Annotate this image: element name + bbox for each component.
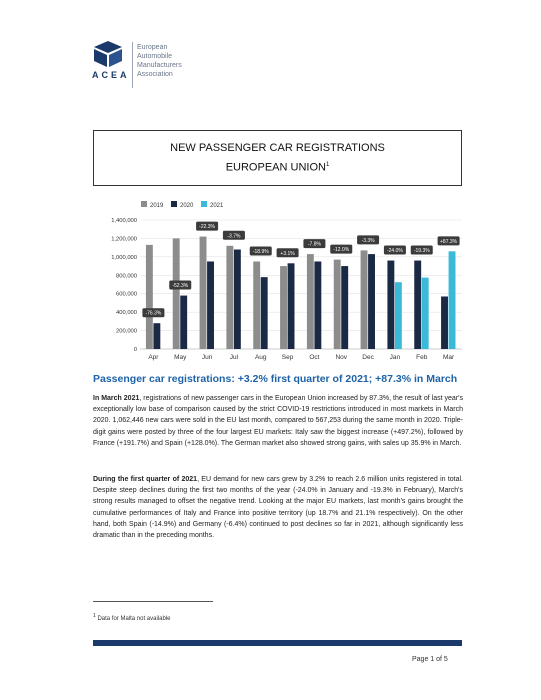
bar	[234, 249, 241, 349]
data-label: -52.3%	[172, 283, 189, 290]
paragraph-march-text: , registrations of new passenger cars in the European Union increased by 87.3%, the result of last year's exceptionally low base of comparison caused by the strict COVID-19 restrictions introduced in most markets in March 2020. 1,062,446 new cars were sold in the EU last month, compared to 567,253 during the same month in 2020. Triple-digit gains were posted by three of the four largest EU markets: Italy saw the biggest increase (+497.2%), followed by France (+191.7%) and Spain (+128.0%). The German market also showed strong gains, with sales up 35.9% in March.	[93, 395, 463, 447]
data-label: -19.3%	[413, 248, 430, 255]
paragraph-march	[93, 393, 463, 449]
y-tick-label: 1,200,000	[111, 236, 137, 243]
bar	[207, 261, 214, 349]
x-tick-label: Feb	[416, 354, 428, 361]
acea-cube-icon	[92, 40, 124, 68]
bar	[361, 250, 368, 349]
x-tick-label: May	[174, 354, 187, 361]
bar	[253, 261, 260, 349]
data-label: -7.8%	[307, 241, 321, 248]
y-tick-label: 600,000	[116, 291, 137, 298]
data-label: -3.3%	[361, 237, 375, 244]
footnote-marker: 1	[93, 613, 96, 619]
bar	[449, 251, 456, 349]
bar	[387, 261, 394, 349]
bar	[173, 238, 180, 349]
x-tick-label: Jun	[201, 354, 213, 361]
bar	[395, 282, 402, 349]
data-label: -76.3%	[145, 310, 162, 317]
y-tick-label: 800,000	[116, 273, 137, 280]
bar	[422, 278, 429, 349]
data-label: -24.0%	[386, 248, 403, 255]
bar	[280, 266, 287, 349]
x-tick-label: Jul	[229, 354, 239, 361]
bar	[314, 261, 321, 349]
paragraph-q1-text: , EU demand for new cars grew by 3.2% to reach 2.6 million units registered in total. Despite steep declines during the first two months of the year (-24.0% in January and -19.3% in February), March's strong results managed to offset the negative trend. Looking at the major EU markets, last month's gains brought the cumulative performances of Italy and France into positive territory (up 18.7% and 21.1% respectively). On the other hand, both Spain (-14.9%) and Germany (-6.4%) continued to post declines so far in 2021, although significantly less dramatic than in the preceding months.	[93, 476, 463, 540]
footnote-rule	[93, 601, 213, 602]
bar	[146, 245, 153, 349]
bar	[226, 246, 233, 349]
y-tick-label: 200,000	[116, 328, 137, 335]
footnote	[93, 613, 171, 622]
x-tick-label: Apr	[148, 354, 159, 361]
y-tick-label: 0	[133, 347, 137, 353]
legend-label: 2021	[210, 203, 224, 209]
footnote-text: Data for Malta not available	[97, 616, 171, 622]
data-label: -3.7%	[227, 233, 241, 240]
data-label: -22.3%	[199, 224, 216, 231]
title-line-2-text: EUROPEAN UNION	[225, 161, 326, 174]
footer-bar	[93, 640, 462, 646]
x-tick-label: Mar	[442, 354, 455, 361]
paragraph-q1	[93, 474, 463, 541]
bar	[180, 296, 187, 349]
y-tick-label: 1,000,000	[111, 254, 137, 261]
paragraph-march-lead: In March 2021	[93, 395, 140, 402]
org-name-line: European	[137, 44, 168, 51]
x-tick-label: Aug	[254, 354, 267, 361]
bar	[341, 266, 348, 349]
bar	[368, 254, 375, 349]
y-tick-label: 1,400,000	[111, 218, 137, 224]
bar	[334, 260, 341, 349]
x-tick-label: Dec	[362, 354, 374, 361]
logo-acronym: ACEA	[92, 70, 130, 80]
acea-logo	[92, 40, 212, 88]
bar	[261, 277, 268, 349]
bar	[200, 237, 207, 349]
data-label: -18.9%	[252, 248, 269, 255]
y-tick-label: 400,000	[116, 310, 137, 317]
paragraph-q1-lead: During the first quarter of 2021	[93, 476, 198, 483]
data-label: +3.1%	[280, 250, 295, 257]
title-box	[93, 130, 462, 186]
logo-divider	[132, 42, 133, 88]
title-line-1: NEW PASSENGER CAR REGISTRATIONS	[170, 142, 385, 154]
bar	[441, 296, 448, 349]
x-tick-label: Oct	[309, 354, 320, 361]
bar	[153, 323, 160, 349]
legend-swatch	[201, 201, 207, 207]
org-name-line: Manufacturers	[137, 62, 182, 69]
section-title: Passenger car registrations: +3.2% first quarter of 2021; +87.3% in March	[93, 373, 458, 385]
legend-swatch	[171, 201, 177, 207]
x-tick-label: Nov	[335, 354, 348, 361]
logo-org-name	[137, 43, 182, 79]
legend-swatch	[141, 201, 147, 207]
legend-label: 2020	[180, 203, 194, 209]
legend-label: 2019	[150, 203, 164, 209]
x-tick-label: Sep	[281, 354, 294, 361]
data-label: +87.3%	[440, 238, 458, 245]
bar	[307, 254, 314, 349]
org-name-line: Association	[137, 71, 173, 78]
title-footnote-marker: 1	[325, 162, 330, 168]
bar	[288, 263, 295, 349]
x-tick-label: Jan	[389, 354, 401, 361]
registrations-chart	[90, 198, 470, 368]
org-name-line: Automobile	[137, 53, 173, 60]
title-line-2	[94, 157, 461, 177]
data-label: -12.0%	[333, 247, 350, 254]
bar	[414, 261, 421, 349]
page-number: Page 1 of 5	[412, 656, 448, 663]
